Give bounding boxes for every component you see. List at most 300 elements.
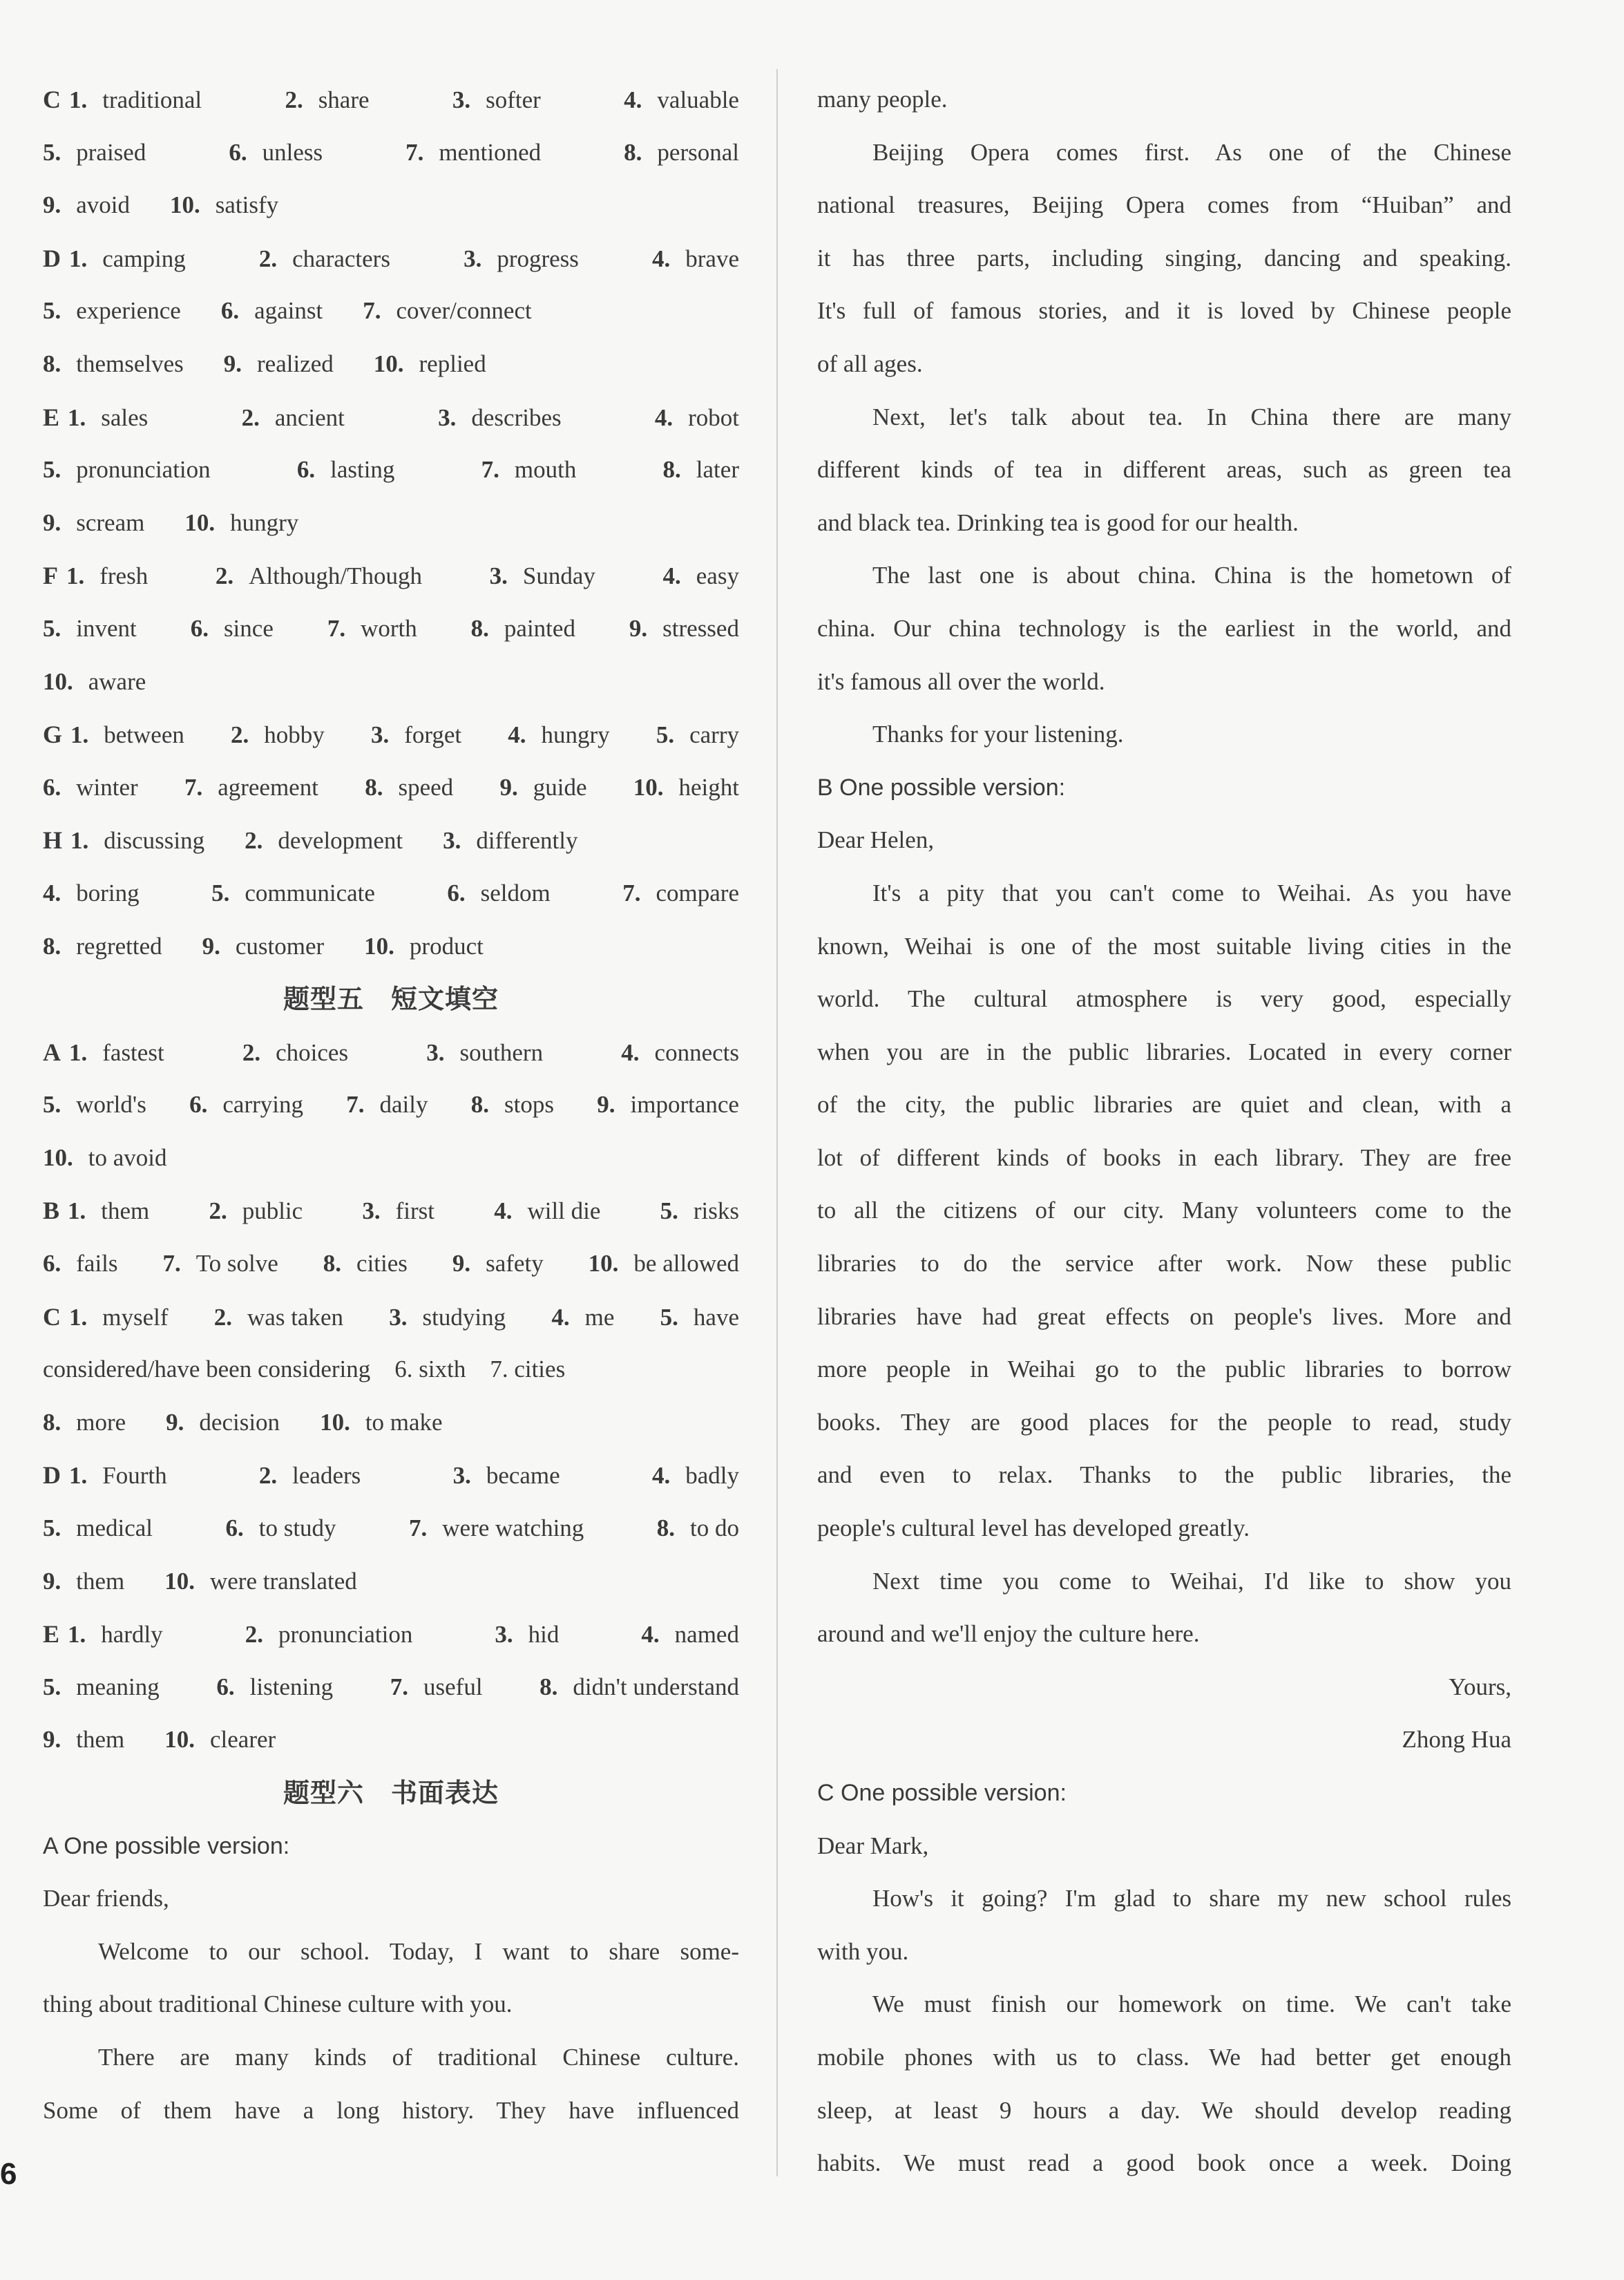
answer-number: 7.: [162, 1250, 181, 1277]
answer-number: 6.: [43, 1250, 61, 1277]
answer-number: 2.: [245, 827, 263, 855]
answer-word: pronunciation: [76, 456, 211, 484]
answer-item: [214, 1295, 343, 1340]
answer-item: [189, 1083, 303, 1127]
answer-word: between: [104, 721, 184, 749]
section-label: E: [43, 403, 60, 431]
paragraph-line: Some of them have a long history. They have influenced: [43, 2096, 739, 2124]
paragraph-line: mobile phones with us to class. We had better get enough: [817, 2043, 1511, 2071]
answer-line: [43, 1400, 739, 1454]
version-label: A One possible version:: [43, 1832, 290, 1859]
answer-number: 5.: [656, 721, 675, 749]
paragraph-line: Welcome to our school. Today, I want to share some-: [98, 1937, 739, 1965]
answer-item: [229, 131, 323, 175]
paragraph-line: and even to relax. Thanks to the public libraries, the: [817, 1461, 1511, 1489]
answer-item: [481, 448, 577, 492]
answer-number: 1.: [69, 245, 88, 272]
answer-word: boring: [76, 879, 140, 906]
answer-item: [43, 712, 184, 757]
answer-item: [43, 871, 140, 915]
answer-line: [43, 448, 739, 501]
answer-item: [660, 1295, 739, 1340]
answer-number: 8.: [43, 1408, 61, 1436]
answer-item: [221, 289, 323, 333]
answer-word: sales: [101, 403, 149, 431]
answer-number: 1.: [68, 1621, 86, 1649]
section-label: D: [43, 244, 61, 272]
answer-item: [621, 1031, 739, 1075]
answer-number: 8.: [470, 614, 489, 642]
answer-number: 10.: [164, 1567, 195, 1595]
paragraph-line: libraries to do the service after work. Now these public: [817, 1250, 1511, 1277]
answer-number: 9.: [43, 1726, 61, 1754]
answer-word: badly: [685, 1462, 739, 1490]
answer-word: scream: [76, 509, 145, 536]
answer-item: [202, 924, 325, 969]
answer-number: 5.: [43, 138, 61, 166]
paragraph-line: china. Our china technology is the earliest in the world, and: [817, 614, 1511, 642]
answer-item: [371, 713, 461, 757]
paragraph-line: people's cultural level has developed greatly.: [817, 1514, 1250, 1542]
answer-line: [43, 1506, 739, 1559]
answer-item: [426, 1031, 543, 1075]
answer-word: to make: [365, 1408, 443, 1436]
answer-number: 9.: [43, 191, 61, 219]
answer-word: softer: [486, 86, 541, 113]
answer-number: 3.: [426, 1038, 445, 1066]
answer-item: [43, 1718, 124, 1762]
answer-number: 3.: [389, 1303, 408, 1331]
answer-item: [224, 342, 334, 386]
answer-item: [43, 1506, 153, 1550]
answer-word: clearer: [209, 1726, 276, 1754]
right-column: [817, 77, 1511, 2194]
answer-item: [490, 554, 595, 598]
answer-word: since: [223, 614, 274, 642]
text-line: Dear Mark,: [817, 1832, 929, 1859]
section-label: D: [43, 1461, 61, 1490]
answer-item: [663, 448, 739, 492]
answer-number: 2.: [213, 1303, 233, 1331]
paragraph-line: and black tea. Drinking tea is good for our health.: [817, 509, 1299, 536]
answer-number: 6.: [190, 614, 209, 642]
answer-word: studying: [422, 1303, 506, 1331]
answer-line: [43, 1188, 739, 1242]
answer-number: 1.: [68, 1197, 86, 1225]
answer-item: [43, 183, 130, 227]
answer-word: southern: [459, 1038, 544, 1066]
answer-line: [43, 1295, 739, 1348]
answer-word: mouth: [514, 456, 577, 484]
answer-item: [494, 1189, 600, 1233]
paragraph-line: world. The cultural atmosphere is very good, especially: [817, 985, 1511, 1013]
answer-number: 9.: [223, 350, 242, 377]
answer-number: 10.: [170, 191, 200, 219]
answer-number: 8.: [323, 1250, 342, 1277]
answer-number: 4.: [551, 1303, 570, 1331]
answer-item: [231, 713, 325, 757]
answer-word: communicate: [245, 879, 375, 906]
answer-word: progress: [497, 245, 579, 272]
answer-word: personal: [657, 138, 739, 166]
answer-word: lasting: [330, 456, 395, 484]
answer-word: guide: [533, 773, 587, 801]
answer-word: ancient: [274, 403, 345, 431]
answer-word: stressed: [662, 614, 739, 642]
answer-number: 9.: [166, 1408, 184, 1436]
paragraph-line: Next time you come to Weihai, I'd like to show you: [872, 1567, 1511, 1595]
answer-word: to avoid: [88, 1143, 167, 1171]
paragraph-line: when you are in the public libraries. Located in every corner: [817, 1038, 1511, 1065]
answer-item: [245, 1613, 413, 1657]
answer-item: [452, 78, 541, 122]
answer-item: [43, 1400, 126, 1445]
answer-number: 6.: [43, 773, 61, 801]
answer-item: [629, 607, 739, 651]
answer-line: [43, 289, 739, 342]
answer-number: 5.: [660, 1197, 678, 1225]
answer-line: [43, 131, 739, 184]
answer-item: [242, 1031, 348, 1075]
answer-word: carrying: [222, 1091, 303, 1119]
text-line: Dear friends,: [43, 1885, 169, 1912]
answer-word: connects: [654, 1038, 739, 1066]
paragraph-line: it has three parts, including singing, dancing and speaking.: [817, 244, 1511, 272]
paragraph-line: libraries have had great effects on people's lives. More and: [817, 1302, 1511, 1330]
answer-number: 4.: [494, 1197, 513, 1225]
answer-word: describes: [471, 403, 562, 431]
answer-number: 6.: [229, 138, 247, 166]
answer-number: 10.: [184, 509, 216, 536]
answer-line: [43, 553, 739, 607]
answer-number: 10.: [164, 1726, 195, 1754]
answer-line: [43, 766, 739, 819]
answer-number: 8.: [656, 1514, 676, 1542]
answer-line: [43, 1559, 739, 1613]
answer-number: 10.: [373, 350, 404, 377]
answer-item: [443, 819, 577, 863]
version-label: C One possible version:: [817, 1780, 1067, 1806]
answer-item: [327, 607, 417, 651]
answer-word: first: [395, 1197, 434, 1225]
answer-word: to study: [258, 1514, 336, 1542]
answer-item: [551, 1295, 614, 1340]
answer-number: 4.: [641, 1621, 660, 1649]
answer-number: 8.: [43, 350, 61, 377]
answer-number: 2.: [231, 721, 249, 749]
answer-word: seldom: [480, 879, 551, 906]
answer-word: aware: [88, 667, 146, 695]
answer-item: [43, 1559, 124, 1604]
answer-word: themselves: [76, 350, 184, 377]
page-number: 6: [0, 2157, 17, 2191]
answer-item: [597, 1083, 739, 1127]
answer-item: [663, 554, 739, 598]
answer-line: [43, 712, 739, 766]
answer-item: [43, 1453, 167, 1498]
answer-item: [499, 766, 586, 810]
answer-word: forget: [404, 721, 462, 749]
answer-word: carry: [689, 721, 739, 749]
answer-word: be allowed: [633, 1250, 739, 1277]
paragraph-line: national treasures, Beijing Opera comes from “Huiban” and: [817, 191, 1511, 219]
answer-word: avoid: [76, 191, 131, 219]
answer-number: 10.: [633, 773, 664, 801]
answer-line: [43, 660, 739, 713]
paragraph-line: habits. We must read a good book once a week. Doing: [817, 2149, 1511, 2177]
answer-item: [364, 924, 484, 969]
answer-number: 2.: [285, 86, 303, 113]
answer-number: 4.: [654, 403, 674, 431]
answer-word: mentioned: [439, 138, 542, 166]
paragraph-line: more people in Weihai go to the public libraries to borrow: [817, 1356, 1511, 1383]
answer-item: [374, 342, 486, 386]
paragraph-line: around and we'll enjoy the culture here.: [817, 1620, 1200, 1648]
paragraph-line: books. They are good places for the people to read, study: [817, 1408, 1511, 1436]
answer-word: them: [76, 1567, 125, 1595]
answer-line: [43, 871, 739, 924]
answer-word: to do: [690, 1514, 739, 1542]
answer-item: [471, 1083, 554, 1127]
answer-number: 4.: [43, 879, 61, 906]
answer-number: 5.: [43, 614, 61, 642]
answer-word: stops: [504, 1091, 554, 1119]
answer-word: hungry: [541, 721, 610, 749]
answer-word: product: [409, 932, 484, 960]
answer-item: [409, 1506, 584, 1550]
version-label: B One possible version:: [817, 774, 1066, 801]
answer-word: customer: [235, 932, 325, 960]
answer-item: [641, 1613, 739, 1657]
answer-number: 9.: [629, 614, 648, 642]
answer-word: discussing: [104, 827, 205, 855]
answer-number: 1.: [70, 721, 89, 749]
answer-word: leaders: [292, 1462, 361, 1490]
answer-item: [320, 1400, 443, 1445]
answer-word: safety: [486, 1250, 544, 1277]
answer-number: 5.: [43, 456, 61, 484]
paragraph-line: with you.: [817, 1937, 909, 1965]
answer-word: unless: [262, 138, 323, 166]
answer-number: 6.: [225, 1514, 244, 1542]
answer-item: [43, 1242, 118, 1286]
answer-number: 7.: [622, 879, 641, 906]
answer-item: [452, 1242, 544, 1286]
answer-number: 3.: [452, 86, 471, 113]
paragraph-line: many people.: [817, 86, 948, 113]
answer-number: 2.: [241, 403, 260, 431]
answer-item: [624, 78, 739, 122]
answer-item: [285, 78, 369, 122]
answer-word: choices: [276, 1038, 349, 1066]
section-label: F: [43, 562, 58, 590]
answer-number: 3.: [452, 1462, 471, 1490]
answer-number: 2.: [215, 562, 234, 590]
answer-word: compare: [656, 879, 739, 906]
answer-item: [495, 1613, 559, 1657]
answer-number: 4.: [508, 721, 526, 749]
answer-item: [43, 448, 211, 492]
answer-number: 1.: [69, 1462, 88, 1490]
answer-line: [43, 77, 739, 131]
answer-number: 5.: [43, 1673, 61, 1700]
answer-number: 10.: [588, 1250, 619, 1277]
answer-word: later: [696, 456, 739, 484]
answer-word: Sunday: [522, 562, 595, 590]
answer-number: 5.: [43, 1091, 61, 1119]
answer-word: camping: [102, 245, 186, 272]
answer-word: hardly: [101, 1621, 163, 1649]
paragraph-line: How's it going? I'm glad to share my new school rules: [872, 1885, 1511, 1912]
section-label: C: [43, 86, 61, 113]
answer-item: [652, 237, 739, 281]
answer-item: [184, 501, 298, 545]
answer-item: [365, 766, 453, 810]
section-label: E: [43, 1620, 60, 1649]
answer-number: 8.: [43, 932, 61, 960]
answer-word: Although/Though: [249, 562, 422, 590]
paragraph-line: Thanks for your listening.: [872, 721, 1124, 748]
answer-word: will die: [527, 1197, 601, 1225]
answer-item: [43, 766, 138, 810]
answer-item: [43, 660, 146, 704]
answer-item: [363, 289, 532, 333]
paragraph-line: thing about traditional Chinese culture with you.: [43, 1991, 513, 2018]
answer-line: [43, 1453, 739, 1506]
answer-item: [43, 236, 186, 281]
answer-number: 8.: [662, 456, 681, 484]
answer-number: 9.: [597, 1091, 615, 1119]
answer-word: risks: [693, 1197, 739, 1225]
answer-number: 6.: [296, 456, 316, 484]
section-label: H: [43, 826, 63, 855]
answer-word: were translated: [209, 1567, 357, 1595]
answer-item: [438, 396, 561, 440]
answer-number: 2.: [258, 245, 278, 272]
section-label: B: [43, 1197, 60, 1225]
answer-item: [43, 1083, 146, 1127]
answer-line: [43, 1030, 739, 1083]
answer-item: [209, 1189, 303, 1233]
answer-item: [43, 1030, 164, 1075]
answer-item: [43, 818, 204, 863]
section-label: A: [43, 1038, 61, 1066]
paragraph-line: Next, let's talk about tea. In China there are many: [872, 403, 1511, 430]
answer-line: [43, 395, 739, 448]
answer-word: didn't understand: [573, 1673, 739, 1700]
answer-word: fresh: [99, 562, 149, 590]
section-heading: 题型六 书面表达: [283, 1778, 499, 1808]
answer-word: cities: [356, 1250, 408, 1277]
answer-line: [43, 1718, 739, 1771]
answer-number: 4.: [651, 1462, 671, 1490]
answer-word: hobby: [264, 721, 325, 749]
paragraph-line: it's famous all over the world.: [817, 667, 1105, 695]
answer-word: pronunciation: [278, 1621, 413, 1649]
paragraph-line: known, Weihai is one of the most suitable living cities in the: [817, 932, 1511, 960]
answer-number: 7.: [390, 1673, 409, 1700]
answer-word: listening: [249, 1673, 334, 1700]
answer-item: [43, 131, 146, 175]
answer-word: worth: [361, 614, 417, 642]
answer-number: 4.: [624, 86, 642, 113]
answer-number: 9.: [202, 932, 220, 960]
answer-word: hid: [528, 1621, 560, 1649]
answer-word: decision: [199, 1408, 280, 1436]
answer-line: [43, 1083, 739, 1136]
text-line: considered/have been considering 6. sixth 7. cities: [43, 1356, 566, 1383]
answer-item: [652, 1454, 739, 1498]
answer-number: 7.: [363, 297, 381, 325]
answer-item: [164, 1718, 276, 1762]
paragraph-line: It's full of famous stories, and it is loved by Chinese people: [817, 297, 1511, 325]
answer-number: 4.: [662, 562, 681, 590]
answer-number: 3.: [362, 1197, 381, 1225]
answer-word: robot: [688, 403, 739, 431]
answer-item: [259, 1454, 361, 1498]
answer-number: 7.: [409, 1514, 428, 1542]
answer-word: daily: [379, 1091, 428, 1119]
answer-item: [390, 1665, 483, 1709]
answer-item: [184, 766, 318, 810]
answer-item: [43, 553, 148, 598]
answer-number: 7.: [184, 773, 203, 801]
paragraph-line: The last one is about china. China is the hometown of: [872, 562, 1511, 589]
answer-item: [43, 1295, 169, 1340]
answer-word: importance: [630, 1091, 739, 1119]
answer-item: [323, 1242, 408, 1286]
answer-item: [657, 1506, 739, 1550]
answer-number: 10.: [43, 667, 73, 695]
answer-number: 3.: [438, 403, 457, 431]
answer-number: 7.: [481, 456, 499, 484]
paragraph-line: It's a pity that you can't come to Weihai. As you have: [872, 879, 1511, 906]
answer-word: height: [678, 773, 739, 801]
answer-item: [389, 1295, 506, 1340]
answer-item: [660, 1189, 739, 1233]
answer-word: them: [101, 1197, 150, 1225]
answer-item: [297, 448, 395, 492]
answer-word: To solve: [195, 1250, 278, 1277]
answer-item: [225, 1506, 336, 1550]
answer-number: 7.: [405, 138, 424, 166]
answer-number: 9.: [43, 1567, 61, 1595]
answer-line: [43, 342, 739, 395]
answer-number: 1.: [69, 86, 88, 113]
section-heading: 题型五 短文填空: [283, 984, 499, 1015]
answer-word: more: [76, 1408, 126, 1436]
answer-word: became: [486, 1462, 560, 1490]
answer-word: named: [674, 1621, 739, 1649]
answer-number: 8.: [539, 1673, 558, 1700]
answer-line: [43, 818, 739, 871]
answer-item: [43, 289, 181, 333]
answer-item: [43, 342, 184, 386]
answer-item: [622, 871, 739, 915]
answer-word: easy: [696, 562, 739, 590]
paragraph-line: of the city, the public libraries are quiet and clean, with a: [817, 1091, 1511, 1119]
answer-word: was taken: [247, 1303, 344, 1331]
answer-item: [216, 554, 422, 598]
answer-number: 10.: [320, 1408, 350, 1436]
answer-item: [655, 396, 739, 440]
answer-item: [508, 713, 609, 757]
answer-number: 3.: [370, 721, 390, 749]
answer-item: [43, 1136, 166, 1180]
paragraph-line: There are many kinds of traditional Chinese culture.: [98, 2043, 739, 2071]
answer-number: 4.: [652, 245, 671, 272]
answer-word: agreement: [218, 773, 318, 801]
